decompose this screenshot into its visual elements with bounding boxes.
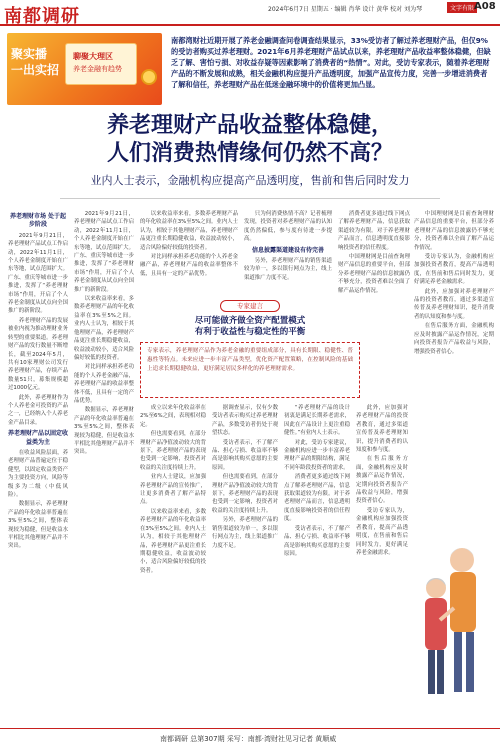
paragraph: 只为何消费热情不高？记者梳理发现，投资者对养老理财产品的认知度仍然偏低，参与度有待进一步提高。 bbox=[244, 211, 332, 243]
expert-title-line1: 尽可能做齐做全资产配置模式 bbox=[194, 316, 306, 326]
article-column-9 bbox=[284, 404, 350, 722]
page-number: A08 bbox=[474, 1, 496, 12]
paragraph: 另外，养老理财产品的销售渠道较为单一，多以银行网点为主，线上渠道推广力度不足。 bbox=[212, 517, 278, 549]
section-subhead-2: 养老理财产品以固定收益类为主 bbox=[8, 430, 68, 446]
paragraph: 成立以来年化收益率在2%至6%之间，表现相对稳定。 bbox=[140, 405, 206, 428]
paragraph: 但也需要看到，在部分理财产品净值波动较大的背景下，养老理财产品的表现也受到一定影响，投资者对收益的关注度持续上升。 bbox=[140, 431, 206, 471]
paragraph: “养老理财产品的设计初衷是满足长期养老需求，因此在产品设计上更注重稳健性。”有业内人士表示。 bbox=[284, 405, 350, 437]
headline-line2: 人们消费热情缘何仍然不高？ bbox=[106, 141, 393, 166]
article-column-5 bbox=[338, 210, 410, 296]
article-column-6 bbox=[414, 210, 494, 486]
paragraph: 以来收益率来看，多数养老理财产品的年化收益率在3%至5%之间。业内人士认为，相较于其他理财产品，养老理财产品更注重长期稳健收益，收益波动较小，适合风险偏好较低的投资者。 bbox=[74, 296, 134, 361]
section-subhead-1: 养老理财市场 处于起步阶段 bbox=[9, 213, 67, 229]
article-column-3 bbox=[140, 210, 238, 296]
paragraph: 对比同样承担养老功能的个人养老金融产品，养老理财产品的收益率整体不低，且具有一定的产品优势。 bbox=[74, 364, 134, 404]
paragraph: 数据显示，养老理财产品的年化收益率普遍在3%至5%之间，整体表现较为稳健，但是收益水平相比其他理财产品并不突出。 bbox=[74, 407, 134, 456]
article-column-4 bbox=[244, 210, 332, 296]
paragraph: 以来收益率来看，多数养老理财产品的年化收益率在3%至5%之间。业内人士认为，相较于其他理财产品，养老理财产品更注重长期稳健收益，收益波动较小，适合风险偏好较低的投资者。 bbox=[140, 508, 206, 574]
masthead-tag: 文字有限 bbox=[447, 2, 477, 13]
expert-title-line2: 有利于收益性与稳定性的平衡 bbox=[194, 327, 306, 337]
paragraph: 受访者表示，不了解产品、担心亏损、收益率不够高是影响其购买意愿的主要原因。 bbox=[284, 525, 350, 557]
article-column-1 bbox=[8, 210, 68, 722]
expert-title bbox=[136, 316, 364, 338]
footer-credit: 南都调研 总第307期 采写：南都·湾财社见习记者 黄顺威 bbox=[160, 735, 337, 743]
paragraph: 但也需要看到，在部分理财产品净值波动较大的背景下，养老理财产品的表现也受到一定影响，投资者对收益的关注度持续上升。 bbox=[212, 474, 278, 514]
lede-paragraph: 南都湾财社近期开展了养老金融调查问卷调查结果显示，33%受访者了解过养老理财产品，但仅9%的受访者购买过养老理财。2021年6月养老理财产品试点以来，养老理财产品收益率整体稳健，但缺乏了解、害怕亏损、对收益存疑等因素影响了消费者的“热情”。对此，受访专家表示，随着养老理财产品的不断发展和成熟，相关金融机构应提升产品透明度，加强产品宣传力度，完善一步增进消费者了解和信任，养老理财产品在低迷金融环境中的价值将更加凸显。 bbox=[171, 36, 491, 89]
masthead-logo: 南都调研 bbox=[4, 6, 80, 27]
banner-panel-title: 聊聚大理区 bbox=[73, 52, 113, 61]
paragraph: 据调查显示，仅有少数受访者表示购买过养老理财产品，多数受访者仍处于观望状态。 bbox=[212, 405, 278, 437]
article-column-2 bbox=[74, 210, 134, 722]
section-subhead-3: 信息披露渠道建设有待完善 bbox=[251, 246, 324, 254]
article-column-7 bbox=[140, 404, 206, 722]
paragraph: 对此，受访专家建议，金融机构应进一步丰富养老理财产品的期限结构，满足不同年龄段投资者的需求。 bbox=[284, 439, 350, 471]
paragraph: 在售后服务方面，金融机构应及时披露产品运作情况，定期向投资者报告产品收益与风险，增强投资者信心。 bbox=[414, 323, 494, 355]
paragraph: 此外，应加强对养老理财产品的投资者教育，通过多渠道宣传普及养老理财知识，提升消费者的认知度和参与度。 bbox=[356, 405, 408, 454]
paragraph: 中国理财网是目前查询理财产品信息的重要平台，但部分养老理财产品的信息披露仍不够充分，投资者难以全面了解产品运作情况。 bbox=[338, 254, 410, 294]
paragraph: 以来收益率来看，多数养老理财产品的年化收益率在3%至5%之间。业内人士认为，相较于其他理财产品，养老理财产品更注重长期稳健收益，收益波动较小，适合风险偏好较低的投资者。 bbox=[140, 211, 238, 251]
paragraph: 中国理财网是目前查询理财产品信息的重要平台，但部分养老理财产品的信息披露仍不够充分，投资者难以全面了解产品运作情况。 bbox=[414, 211, 494, 251]
paragraph: 另外，养老理财产品的销售渠道较为单一，多以银行网点为主，线上渠道推广力度不足。 bbox=[244, 258, 332, 281]
paragraph: 此外，应加强对养老理财产品的投资者教育，通过多渠道宣传普及养老理财知识，提升消费者的认知度和参与度。 bbox=[414, 288, 494, 320]
banner-panel-sub: 养老金融有趋势 bbox=[73, 65, 122, 73]
paragraph: 养老理财产品的发展被业内视为推动理财业务转型的重要渠道。养老理财产品的发行数量不断增长，截至2024年5月，共有10家理财公司发行养老理财产品，存续产品数量51只，募集规模超过1000亿元。 bbox=[8, 317, 68, 392]
paragraph: 此外，养老理财作为个人养老金可投资的产品之一，已经纳入个人养老金产品目录。 bbox=[8, 394, 68, 426]
masthead bbox=[0, 0, 500, 26]
paragraph: 受访专家认为，金融机构应加强投资者教育，提高产品透明度，在售前和售后同时发力，更好满足养老金融需求。 bbox=[356, 507, 408, 556]
elderly-couple-illustration bbox=[410, 490, 490, 705]
subheadline: 业内人士表示，金融机构应提高产品透明度，售前和售后同时发力 bbox=[90, 174, 410, 187]
paragraph: 在收益风险层面，养老理财产品普遍定位于稳健型，以固定收益类资产为主要投资方向，风险等级多为二级（中低风险）。 bbox=[8, 449, 68, 498]
expert-body: 专家表示，养老理财产品作为养老金融的重要组成部分，具有长期限、稳健性、普惠性等特点。未来应进一步丰富产品类型，优化资产配置策略，在控制风险的基础上追求长期稳健收益，更好满足居民多样化的养老理财需求。 bbox=[140, 342, 360, 398]
expert-tag: 专家建言 bbox=[220, 300, 280, 312]
article-column-10 bbox=[356, 404, 408, 722]
paragraph: 对比同样承担养老功能的个人养老金融产品，养老理财产品的收益率整体不低，且具有一定的产品优势。 bbox=[140, 254, 238, 277]
headline bbox=[0, 112, 500, 168]
divider bbox=[60, 198, 440, 199]
masthead-info: 2024年6月7日 星期五 · 编辑 肖华 设计 黄华 校对 刘为琴 bbox=[268, 6, 423, 13]
article-column-8 bbox=[212, 404, 278, 722]
paragraph: 受访专家认为，金融机构应加强投资者教育，提高产品透明度，在售前和售后同时发力，更好满足养老金融需求。 bbox=[414, 254, 494, 286]
paragraph: 受访者表示，不了解产品、担心亏损、收益率不够高是影响其购买意愿的主要原因。 bbox=[212, 439, 278, 471]
banner-line1: 聚实播 bbox=[11, 47, 48, 61]
paragraph: 消费者更多通过线下网点了解养老理财产品，信息获取渠道较为有限。对于养老理财产品而言，信息透明度直接影响投资者的信任程度。 bbox=[284, 474, 350, 523]
paragraph: 在售后服务方面，金融机构应及时披露产品运作情况，定期向投资者报告产品收益与风险，增强投资者信心。 bbox=[356, 456, 408, 505]
banner-graphic bbox=[7, 33, 162, 105]
paragraph: 2021年9月21日，养老理财产品试点工作启动，2022年11月1日，个人养老金制度开始在广东等地，试点范围扩大。广东、重庆等城市进一步推进，发挥了“养老理财市场”作用，开启了个人养老金制度从试点向全国推广的新阶段。 bbox=[74, 211, 134, 293]
paragraph: 业内人士建议，应加强养老理财产品的宣传推广，让更多消费者了解产品特点。 bbox=[140, 474, 206, 506]
footer bbox=[0, 728, 500, 750]
paragraph: 消费者更多通过线下网点了解养老理财产品，信息获取渠道较为有限。对于养老理财产品而言，信息透明度直接影响投资者的信任程度。 bbox=[338, 211, 410, 251]
headline-line1: 养老理财产品收益整体稳健， bbox=[106, 113, 393, 138]
paragraph: 2021年9月21日，养老理财产品试点工作启动，2022年11月1日，个人养老金制度开始在广东等地，试点范围扩大。广东、重庆等城市进一步推进，发挥了“养老理财市场”作用，开启了个人养老金制度从试点向全国推广的新阶段。 bbox=[8, 232, 68, 315]
paragraph: 数据显示，养老理财产品的年化收益率普遍在3%至5%之间，整体表现较为稳健，但是收益水平相比其他理财产品并不突出。 bbox=[8, 501, 68, 550]
banner-line2: 一出实招 bbox=[11, 63, 60, 77]
coin-icon bbox=[141, 69, 157, 85]
